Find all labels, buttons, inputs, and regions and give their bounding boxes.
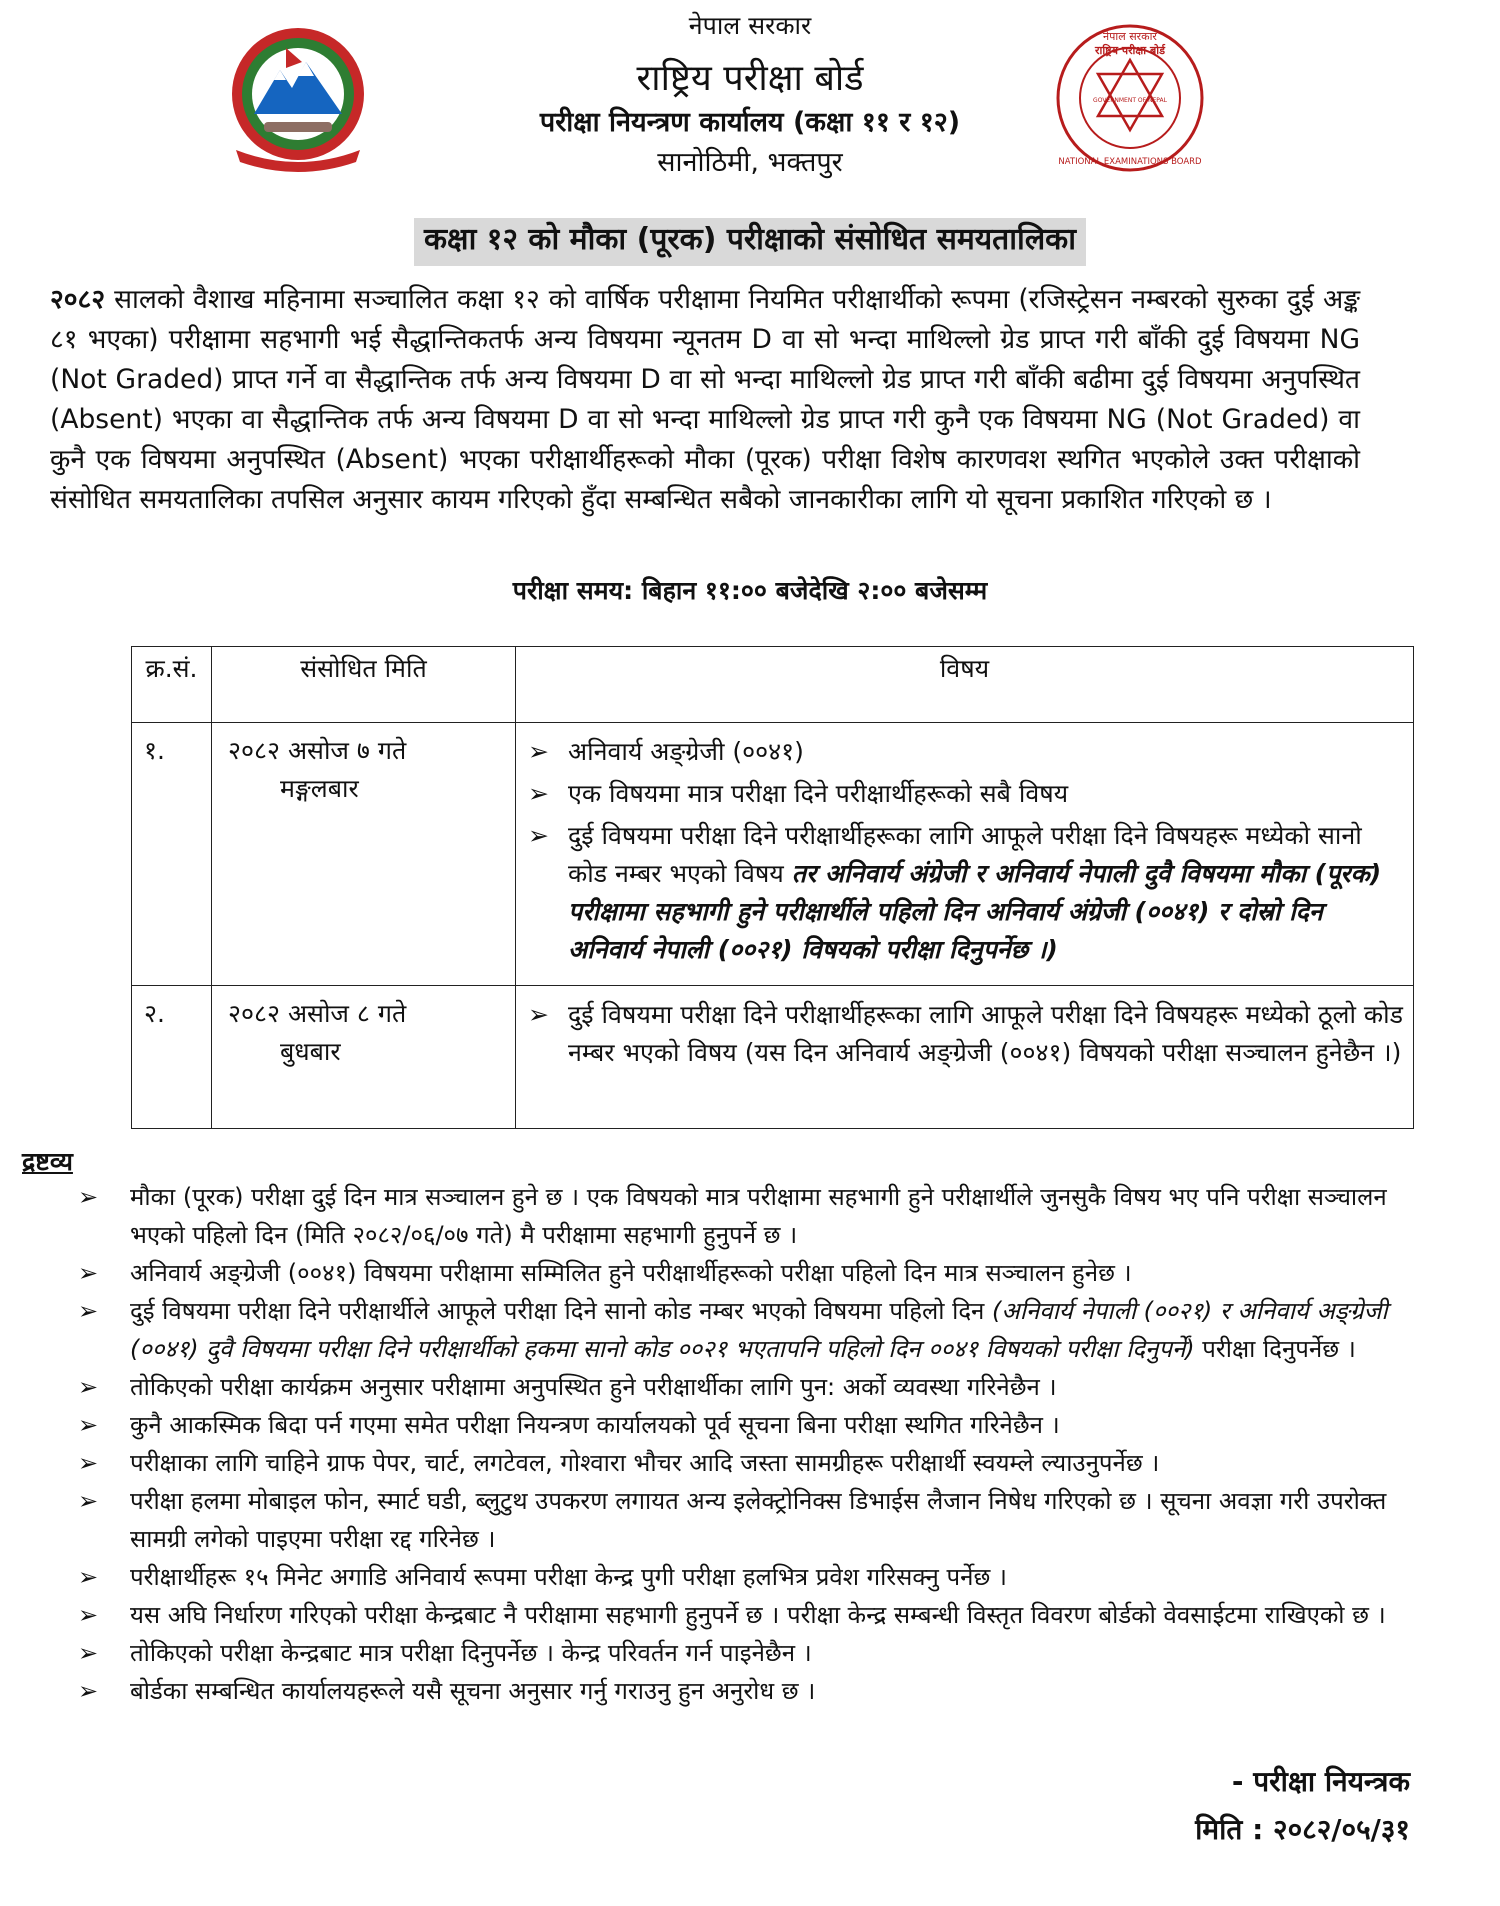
- seal-bottom-text: NATIONAL EXAMINATIONS BOARD: [1058, 157, 1202, 167]
- row-subjects: [516, 986, 1414, 1129]
- note-tail: परीक्षा दिनुपर्नेछ ।: [1194, 1335, 1356, 1363]
- note-italic: (अनिवार्य नेपाली (००२१) र अनिवार्य अङ्ग्रेजी (००४१) दुवै विषयमा परीक्षा दिने परीक्षार्थीको हकमा सानो कोड ००२१ भएतापनि पहिलो दिन ००४१ विषयको परीक्षा दिनुपर्ने): [130, 1297, 1388, 1363]
- row-sn: १.: [132, 723, 212, 986]
- subject-item: [528, 733, 1405, 771]
- note-text: यस अघि निर्धारण गरिएको परीक्षा केन्द्रबाट नै परीक्षामा सहभागी हुनुपर्ने छ । परीक्षा केन्द्र सम्बन्धी विस्तृत विवरण बोर्डको वेवसाईटमा राखिएको छ ।: [130, 1601, 1386, 1629]
- signature-block: [1195, 1758, 1410, 1854]
- intro-paragraph: [50, 280, 1360, 520]
- header-date: संसोधित मिति: [212, 647, 516, 723]
- table-header-row: [132, 647, 1414, 723]
- row-sn: २.: [132, 986, 212, 1129]
- subject-item: [528, 817, 1405, 969]
- seal-inner-text: GOVERNMENT OF NEPAL: [1093, 97, 1167, 104]
- arrow-bullet-icon: ➢: [528, 821, 549, 850]
- list-item: [78, 1634, 1438, 1672]
- government-name: नेपाल सरकार: [688, 11, 812, 40]
- note-text: परीक्षा हलमा मोबाइल फोन, स्मार्ट घडी, ब्लुटुथ उपकरण लगायत अन्य इलेक्ट्रोनिक्स डिभाईस लैजान निषेध गरिएको छ । सूचना अवज्ञा गरी उपरोक्त सामग्री लगेको पाइएमा परीक्षा रद्द गरिनेछ ।: [130, 1487, 1387, 1553]
- signatory-role: - परीक्षा नियन्त्रक: [1231, 1765, 1410, 1798]
- schedule-table: [131, 646, 1414, 1129]
- intro-year: २०८२: [50, 284, 106, 315]
- subject-text: दुई विषयमा परीक्षा दिने परीक्षार्थीहरूका लागि आफूले परीक्षा दिने विषयहरू मध्येको ठूलो कोड नम्बर भएको विषय (यस दिन अनिवार्य अङ्ग्रेजी (००४१) विषयको परीक्षा सञ्चालन हुनेछैन ।): [568, 1000, 1403, 1067]
- arrow-bullet-icon: ➢: [78, 1183, 99, 1211]
- arrow-bullet-icon: ➢: [78, 1449, 99, 1477]
- note-text: परीक्षाका लागि चाहिने ग्राफ पेपर, चार्ट, लगटेवल, गोश्वारा भौचर आदि जस्ता सामग्रीहरू परीक्षार्थी स्वयम्ले ल्याउनुपर्नेछ ।: [130, 1449, 1160, 1477]
- signature-date: मिति : २०८२/०५/३१: [1195, 1813, 1410, 1846]
- office-name: परीक्षा नियन्त्रण कार्यालय (कक्षा ११ र १२): [539, 107, 961, 138]
- list-item: [78, 1178, 1438, 1254]
- subject-text: दुई विषयमा परीक्षा दिने परीक्षार्थीहरूका लागि आफूले परीक्षा दिने विषयहरू मध्येको सानो कोड नम्बर भएको विषय: [568, 821, 1362, 888]
- list-item: [78, 1254, 1438, 1292]
- note-text: तोकिएको परीक्षा केन्द्रबाट मात्र परीक्षा दिनुपर्नेछ । केन्द्र परिवर्तन गर्न पाइनेछैन ।: [130, 1639, 812, 1667]
- row-date-cell: [212, 986, 516, 1129]
- arrow-bullet-icon: ➢: [78, 1487, 99, 1515]
- seal-mid-text: राष्ट्रिय परीक्षा बोर्ड: [1094, 44, 1166, 57]
- row-day: बुधबार: [280, 1037, 341, 1066]
- note-text: कुनै आकस्मिक बिदा पर्न गएमा समेत परीक्षा नियन्त्रण कार्यालयको पूर्व सूचना बिना परीक्षा स्थगित गरिनेछैन ।: [130, 1411, 1060, 1439]
- note-text: दुई विषयमा परीक्षा दिने परीक्षार्थीले आफूले परीक्षा दिने सानो कोड नम्बर भएको विषयमा पहिलो दिन: [130, 1297, 993, 1325]
- note-text: परीक्षार्थीहरू १५ मिनेट अगाडि अनिवार्य रूपमा परीक्षा केन्द्र पुगी परीक्षा हलभित्र प्रवेश गरिसक्नु पर्नेछ ।: [130, 1563, 1008, 1591]
- note-text: अनिवार्य अङ्ग्रेजी (००४१) विषयमा परीक्षामा सम्मिलित हुने परीक्षार्थीहरूको परीक्षा पहिलो दिन मात्र सञ्चालन हुनेछ ।: [130, 1259, 1132, 1287]
- subject-text: एक विषयमा मात्र परीक्षा दिने परीक्षार्थीहरूको सबै विषय: [568, 779, 1069, 808]
- header-sn: क्र.सं.: [132, 647, 212, 723]
- table-row: [132, 986, 1414, 1129]
- list-item: [78, 1406, 1438, 1444]
- arrow-bullet-icon: ➢: [78, 1639, 99, 1667]
- row-date: २०८२ असोज ७ गते: [228, 736, 407, 765]
- seal-top-text: नेपाल सरकार: [1103, 30, 1157, 43]
- list-item: [78, 1596, 1438, 1634]
- arrow-bullet-icon: ➢: [78, 1601, 99, 1629]
- list-item: [78, 1292, 1438, 1368]
- list-item: [78, 1482, 1438, 1558]
- arrow-bullet-icon: ➢: [78, 1411, 99, 1439]
- notice-title: कक्षा १२ को मौका (पूरक) परीक्षाको संसोधित समयतालिका: [414, 218, 1086, 266]
- exam-time: परीक्षा समय: बिहान ११:०० बजेदेखि २:०० बजेसम्म: [512, 576, 988, 605]
- list-item: [78, 1558, 1438, 1596]
- list-item: [78, 1444, 1438, 1482]
- subject-item: [528, 996, 1405, 1072]
- arrow-bullet-icon: ➢: [78, 1373, 99, 1401]
- row-subjects: [516, 723, 1414, 986]
- note-text: मौका (पूरक) परीक्षा दुई दिन मात्र सञ्चालन हुने छ । एक विषयको मात्र परीक्षामा सहभागी हुने परीक्षार्थीले जुनसुकै विषय भए पनि परीक्षा सञ्चालन भएको पहिलो दिन (मिति २०८२/०६/०७ गते) मै परीक्षामा सहभागी हुनुपर्ने छ ।: [130, 1183, 1387, 1249]
- board-name: राष्ट्रिय परीक्षा बोर्ड: [636, 58, 864, 99]
- note-text: तोकिएको परीक्षा कार्यक्रम अनुसार परीक्षामा अनुपस्थित हुने परीक्षार्थीका लागि पुन: अर्को व्यवस्था गरिनेछैन ।: [130, 1373, 1057, 1401]
- row-date-cell: [212, 723, 516, 986]
- row-date: २०८२ असोज ८ गते: [228, 999, 407, 1028]
- arrow-bullet-icon: ➢: [78, 1259, 99, 1287]
- office-location: सानोठिमी, भक्तपुर: [657, 147, 843, 178]
- arrow-bullet-icon: ➢: [78, 1297, 99, 1325]
- table-row: [132, 723, 1414, 986]
- arrow-bullet-icon: ➢: [528, 779, 549, 808]
- notice-title-wrap: [0, 218, 1500, 266]
- subject-item: [528, 775, 1405, 813]
- row-day: मङ्गलबार: [280, 774, 359, 803]
- arrow-bullet-icon: ➢: [528, 1000, 549, 1029]
- arrow-bullet-icon: ➢: [528, 737, 549, 766]
- list-item: [78, 1672, 1438, 1710]
- subject-text: अनिवार्य अङ्ग्रेजी (००४१): [568, 737, 804, 766]
- header-subject: विषय: [516, 647, 1414, 723]
- list-item: [78, 1368, 1438, 1406]
- intro-text: सालको वैशाख महिनामा सञ्चालित कक्षा १२ को वार्षिक परीक्षामा नियमित परीक्षार्थीको रूपमा (रजिस्ट्रेसन नम्बरको सुरुका दुई अङ्क ८१ भएका) परीक्षामा सहभागी भई सैद्धान्तिकतर्फ अन्य विषयमा न्यूनतम D वा सो भन्दा माथिल्लो ग्रेड प्राप्त गरी बाँकी दुई विषयमा NG (Not Graded) प्राप्त गर्ने वा सैद्धान्तिक तर्फ अन्य विषयमा D वा सो भन्दा माथिल्लो ग्रेड प्राप्त गरी बाँकी बढीमा दुई विषयमा अनुपस्थित (Absent) भएका वा सैद्धान्तिक तर्फ अन्य विषयमा D वा सो भन्दा माथिल्लो ग्रेड प्राप्त गरी कुनै एक विषयमा NG (Not Graded) वा कुनै एक विषयमा अनुपस्थित (Absent) भएका परीक्षार्थीहरूको मौका (पूरक) परीक्षा विशेष कारणवश स्थगित भएकोले उक्त परीक्षाको संसोधित समयतालिका तपसिल अनुसार कायम गरिएको हुँदा सम्बन्धित सबैको जानकारीका लागि यो सूचना प्रकाशित गरिएको छ ।: [50, 284, 1360, 515]
- notes-list: [78, 1178, 1438, 1710]
- arrow-bullet-icon: ➢: [78, 1563, 99, 1591]
- subject-italic-note: तर अनिवार्य अंग्रेजी र अनिवार्य नेपाली दुवै विषयमा मौका (पूरक) परीक्षामा सहभागी हुने परीक्षार्थीले पहिलो दिन अनिवार्य अंग्रेजी (००४१) र दोस्रो दिन अनिवार्य नेपाली (००२१) विषयको परीक्षा दिनुपर्नेछ ।): [568, 859, 1382, 964]
- notes-heading: द्रष्टव्य: [22, 1147, 73, 1176]
- note-text: बोर्डका सम्बन्धित कार्यालयहरूले यसै सूचना अनुसार गर्नु गराउनु हुन अनुरोध छ ।: [130, 1677, 816, 1705]
- arrow-bullet-icon: ➢: [78, 1677, 99, 1705]
